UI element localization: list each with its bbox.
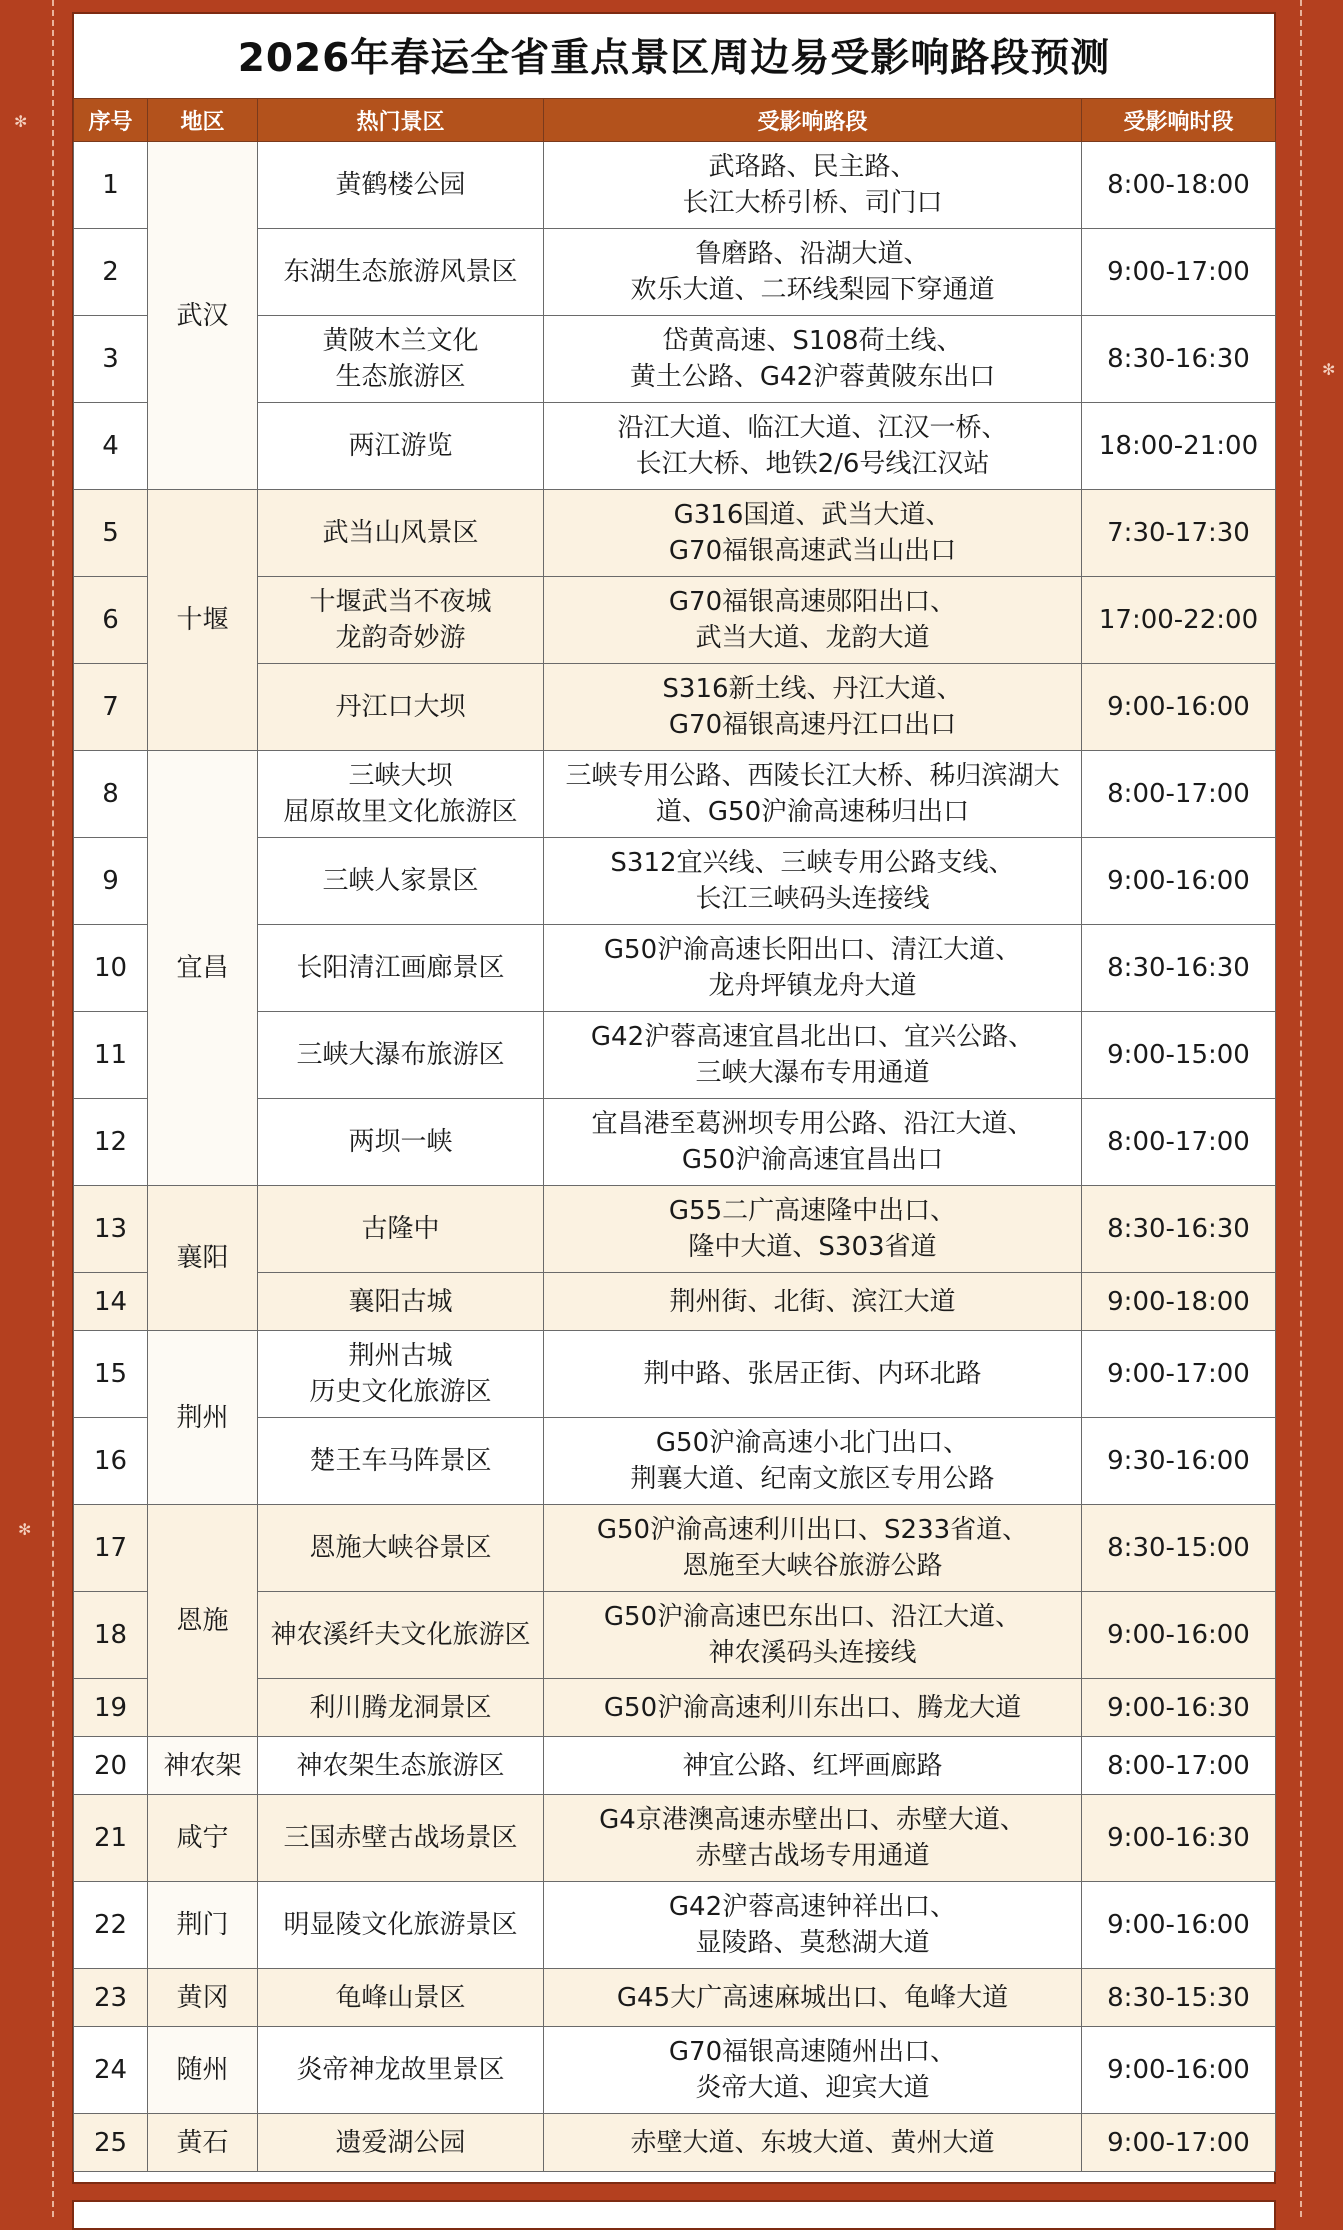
affected-time-cell: 8:30-16:30 (1082, 1186, 1276, 1273)
scenic-spot-cell-line: 屈原故里文化旅游区 (283, 797, 518, 827)
region-cell: 荆门 (148, 1882, 258, 1969)
scenic-spot-cell-line: 历史文化旅游区 (309, 1377, 492, 1407)
row-number-cell: 7 (74, 664, 148, 751)
scenic-spot-cell-line: 生态旅游区 (335, 362, 466, 392)
affected-roads-cell-line: 长江大桥、地铁2/6号线江汉站 (635, 449, 990, 479)
affected-roads-cell-line: 三峡大瀑布专用通道 (695, 1058, 930, 1088)
affected-roads-cell-line: 沿江大道、临江大道、江汉一桥、 (617, 413, 1008, 443)
deco-pattern-icon: ✻ (1322, 360, 1336, 379)
scenic-spot-cell-line: 黄陂木兰文化 (322, 326, 479, 356)
scenic-spot-cell-line: 古隆中 (361, 1214, 440, 1244)
scenic-spot-cell (258, 751, 544, 838)
affected-roads-cell (544, 2027, 1082, 2114)
row-number-cell: 25 (74, 2114, 148, 2172)
region-cell: 宜昌 (148, 751, 258, 1186)
affected-roads-cell-line: G42沪蓉高速钟祥出口、 (668, 1892, 957, 1922)
region-cell: 十堰 (148, 490, 258, 751)
affected-roads-cell (544, 1186, 1082, 1273)
scenic-spot-cell-line: 炎帝神龙故里景区 (296, 2055, 505, 2085)
affected-time-cell: 8:30-16:30 (1082, 316, 1276, 403)
affected-time-cell: 9:00-16:00 (1082, 838, 1276, 925)
affected-time-cell: 9:00-16:30 (1082, 1679, 1276, 1737)
row-number-cell: 12 (74, 1099, 148, 1186)
affected-time-cell: 7:30-17:30 (1082, 490, 1276, 577)
row-number-cell: 22 (74, 1882, 148, 1969)
affected-roads-cell-line: G316国道、武当大道、 (673, 500, 952, 530)
affected-roads-cell-line: G50沪渝高速宜昌出口 (681, 1145, 944, 1175)
affected-roads-cell-line: 荆中路、张居正街、内环北路 (643, 1359, 982, 1389)
table-row (74, 1882, 1276, 1969)
affected-roads-cell (544, 1273, 1082, 1331)
affected-roads-cell (544, 1969, 1082, 2027)
affected-roads-cell-line: 武当大道、龙韵大道 (695, 623, 930, 653)
row-number-cell: 23 (74, 1969, 148, 2027)
row-number-cell: 6 (74, 577, 148, 664)
scenic-spot-cell-line: 三峡大坝 (348, 761, 453, 791)
affected-time-cell: 9:00-15:00 (1082, 1012, 1276, 1099)
scenic-spot-cell-line: 两坝一峡 (348, 1127, 453, 1157)
scenic-spot-cell (258, 229, 544, 316)
affected-time-cell: 8:30-15:30 (1082, 1969, 1276, 2027)
scenic-spot-cell (258, 316, 544, 403)
affected-roads-cell-line: 荆州街、北街、滨江大道 (669, 1286, 956, 1317)
row-number-cell: 8 (74, 751, 148, 838)
affected-roads-cell-line: G70福银高速武当山出口 (668, 536, 957, 566)
row-number-cell: 5 (74, 490, 148, 577)
left-dashed-border (52, 0, 54, 2217)
affected-roads-cell-line: 长江大桥引桥、司门口 (682, 188, 943, 218)
affected-roads-cell (544, 316, 1082, 403)
scenic-spot-cell (258, 1099, 544, 1186)
region-cell: 荆州 (148, 1331, 258, 1505)
scenic-spot-cell (258, 1737, 544, 1795)
scenic-spot-cell (258, 1331, 544, 1418)
affected-roads-cell-line: G70福银高速郧阳出口、 (668, 587, 957, 617)
scenic-spot-cell (258, 2114, 544, 2172)
affected-time-cell: 18:00-21:00 (1082, 403, 1276, 490)
affected-roads-cell-line: 道、G50沪渝高速秭归出口 (655, 797, 970, 827)
affected-roads-cell-line: G50沪渝高速巴东出口、沿江大道、 (603, 1602, 1022, 1632)
row-number-cell: 17 (74, 1505, 148, 1592)
road-forecast-table (73, 98, 1276, 2172)
row-number-cell: 1 (74, 142, 148, 229)
scenic-spot-cell (258, 1273, 544, 1331)
scenic-spot-cell (258, 1012, 544, 1099)
deco-pattern-icon: ✻ (14, 112, 28, 131)
row-number-cell: 13 (74, 1186, 148, 1273)
table-row (74, 1186, 1276, 1273)
region-cell: 随州 (148, 2027, 258, 2114)
region-cell: 恩施 (148, 1505, 258, 1737)
affected-time-cell: 9:00-17:00 (1082, 2114, 1276, 2172)
header-cell: 热门景区 (258, 99, 544, 142)
row-number-cell: 14 (74, 1273, 148, 1331)
affected-roads-cell-line: 三峡专用公路、西陵长江大桥、秭归滨湖大 (565, 761, 1060, 791)
affected-roads-cell-line: 龙舟坪镇龙舟大道 (708, 971, 917, 1001)
affected-roads-cell-line: G55二广高速隆中出口、 (668, 1196, 957, 1226)
affected-time-cell: 9:00-18:00 (1082, 1273, 1276, 1331)
header-cell: 受影响时段 (1082, 99, 1276, 142)
affected-roads-cell (544, 925, 1082, 1012)
row-number-cell: 18 (74, 1592, 148, 1679)
affected-roads-cell-line: G70福银高速丹江口出口 (668, 710, 957, 740)
affected-roads-cell-line: S312宜兴线、三峡专用公路支线、 (610, 848, 1015, 878)
affected-roads-cell-line: 神宜公路、红坪画廊路 (682, 1750, 943, 1781)
affected-roads-cell-line: G4京港澳高速赤壁出口、赤壁大道、 (599, 1805, 1026, 1835)
right-dashed-border (1300, 0, 1302, 2217)
header-cell: 序号 (74, 99, 148, 142)
scenic-spot-cell-line: 东湖生态旅游风景区 (283, 257, 518, 287)
affected-roads-cell (544, 1418, 1082, 1505)
header-cell: 受影响路段 (544, 99, 1082, 142)
scenic-spot-cell (258, 403, 544, 490)
row-number-cell: 21 (74, 1795, 148, 1882)
scenic-spot-cell-line: 武当山风景区 (322, 518, 479, 548)
affected-roads-cell (544, 1679, 1082, 1737)
affected-roads-cell (544, 229, 1082, 316)
row-number-cell: 24 (74, 2027, 148, 2114)
affected-roads-cell (544, 1795, 1082, 1882)
scenic-spot-cell-line: 恩施大峡谷景区 (309, 1533, 492, 1563)
table-row (74, 1505, 1276, 1592)
table-row (74, 142, 1276, 229)
affected-roads-cell-line: G50沪渝高速利川出口、S233省道、 (596, 1515, 1029, 1545)
affected-roads-cell-line: 隆中大道、S303省道 (688, 1232, 937, 1262)
row-number-cell: 15 (74, 1331, 148, 1418)
affected-roads-cell-line: G70福银高速随州出口、 (668, 2037, 957, 2067)
affected-roads-cell-line: 欢乐大道、二环线梨园下穿通道 (630, 275, 995, 305)
scenic-spot-cell-line: 两江游览 (348, 431, 453, 461)
row-number-cell: 16 (74, 1418, 148, 1505)
table-row (74, 1795, 1276, 1882)
row-number-cell: 9 (74, 838, 148, 925)
affected-roads-cell-line: 炎帝大道、迎宾大道 (695, 2073, 930, 2103)
scenic-spot-cell-line: 荆州古城 (348, 1341, 453, 1371)
affected-roads-cell-line: 黄土公路、G42沪蓉黄陂东出口 (629, 362, 996, 392)
affected-time-cell: 9:30-16:00 (1082, 1418, 1276, 1505)
affected-roads-cell-line: 显陵路、莫愁湖大道 (695, 1928, 930, 1958)
affected-roads-cell-line: S316新土线、丹江大道、 (662, 674, 963, 704)
affected-roads-cell-line: G42沪蓉高速宜昌北出口、宜兴公路、 (590, 1022, 1035, 1052)
scenic-spot-cell-line: 神农溪纤夫文化旅游区 (270, 1620, 531, 1650)
scenic-spot-cell (258, 1969, 544, 2027)
affected-roads-cell (544, 1012, 1082, 1099)
scenic-spot-cell (258, 142, 544, 229)
scenic-spot-cell-line: 黄鹤楼公园 (335, 170, 466, 200)
header-cell: 地区 (148, 99, 258, 142)
table-header-row (74, 99, 1276, 142)
region-cell: 黄冈 (148, 1969, 258, 2027)
row-number-cell: 4 (74, 403, 148, 490)
row-number-cell: 11 (74, 1012, 148, 1099)
affected-time-cell: 9:00-16:30 (1082, 1795, 1276, 1882)
affected-roads-cell-line: 武珞路、民主路、 (708, 152, 917, 182)
region-cell: 咸宁 (148, 1795, 258, 1882)
affected-time-cell: 9:00-17:00 (1082, 1331, 1276, 1418)
scenic-spot-cell-line: 利川腾龙洞景区 (309, 1692, 492, 1723)
affected-time-cell: 9:00-16:00 (1082, 1882, 1276, 1969)
affected-roads-cell-line: 宜昌港至葛洲坝专用公路、沿江大道、 (591, 1109, 1034, 1139)
affected-time-cell: 17:00-22:00 (1082, 577, 1276, 664)
affected-roads-cell-line: G45大广高速麻城出口、龟峰大道 (616, 1982, 1009, 2013)
affected-roads-cell (544, 838, 1082, 925)
scenic-spot-cell-line: 龙韵奇妙游 (335, 623, 466, 653)
next-section-box (72, 2200, 1276, 2230)
affected-roads-cell-line: G50沪渝高速小北门出口、 (655, 1428, 970, 1458)
row-number-cell: 19 (74, 1679, 148, 1737)
affected-roads-cell (544, 403, 1082, 490)
table-row (74, 1331, 1276, 1418)
affected-roads-cell (544, 577, 1082, 664)
table-row (74, 2027, 1276, 2114)
scenic-spot-cell (258, 2027, 544, 2114)
region-cell: 武汉 (148, 142, 258, 490)
affected-roads-cell-line: 赤壁大道、东坡大道、黄州大道 (630, 2127, 995, 2158)
affected-roads-cell-line: G50沪渝高速长阳出口、清江大道、 (603, 935, 1022, 965)
region-cell: 襄阳 (148, 1186, 258, 1331)
scenic-spot-cell-line: 十堰武当不夜城 (309, 587, 492, 617)
affected-roads-cell (544, 2114, 1082, 2172)
scenic-spot-cell-line: 襄阳古城 (348, 1286, 453, 1317)
scenic-spot-cell (258, 1186, 544, 1273)
table-row (74, 490, 1276, 577)
affected-time-cell: 9:00-17:00 (1082, 229, 1276, 316)
scenic-spot-cell-line: 遗爱湖公园 (335, 2127, 466, 2158)
table-row (74, 1737, 1276, 1795)
affected-time-cell: 8:00-17:00 (1082, 1099, 1276, 1186)
affected-time-cell: 9:00-16:00 (1082, 1592, 1276, 1679)
affected-roads-cell (544, 664, 1082, 751)
affected-roads-cell-line: 赤壁古战场专用通道 (695, 1841, 930, 1871)
deco-pattern-icon: ✻ (18, 1520, 32, 1539)
scenic-spot-cell (258, 577, 544, 664)
scenic-spot-cell (258, 1505, 544, 1592)
scenic-spot-cell-line: 神农架生态旅游区 (296, 1750, 505, 1781)
affected-roads-cell-line: 鲁磨路、沿湖大道、 (695, 239, 930, 269)
affected-roads-cell-line: 荆襄大道、纪南文旅区专用公路 (630, 1464, 995, 1494)
affected-time-cell: 9:00-16:00 (1082, 664, 1276, 751)
scenic-spot-cell-line: 三峡大瀑布旅游区 (296, 1040, 505, 1070)
scenic-spot-cell (258, 1418, 544, 1505)
region-cell: 黄石 (148, 2114, 258, 2172)
scenic-spot-cell (258, 838, 544, 925)
affected-roads-cell-line: 神农溪码头连接线 (708, 1638, 917, 1668)
affected-roads-cell (544, 1331, 1082, 1418)
affected-roads-cell-line: 岱黄高速、S108荷土线、 (662, 326, 963, 356)
scenic-spot-cell (258, 1592, 544, 1679)
scenic-spot-cell (258, 1679, 544, 1737)
affected-roads-cell-line: G50沪渝高速利川东出口、腾龙大道 (603, 1692, 1022, 1723)
scenic-spot-cell (258, 1882, 544, 1969)
affected-time-cell: 8:30-16:30 (1082, 925, 1276, 1012)
table-row (74, 2114, 1276, 2172)
row-number-cell: 2 (74, 229, 148, 316)
affected-time-cell: 8:00-17:00 (1082, 1737, 1276, 1795)
table-row (74, 751, 1276, 838)
affected-roads-cell-line: 恩施至大峡谷旅游公路 (682, 1551, 943, 1581)
affected-roads-cell (544, 142, 1082, 229)
scenic-spot-cell (258, 490, 544, 577)
scenic-spot-cell (258, 1795, 544, 1882)
affected-time-cell: 8:00-17:00 (1082, 751, 1276, 838)
affected-time-cell: 9:00-16:00 (1082, 2027, 1276, 2114)
scenic-spot-cell-line: 丹江口大坝 (335, 692, 466, 722)
affected-roads-cell-line: 长江三峡码头连接线 (695, 884, 930, 914)
affected-roads-cell (544, 1882, 1082, 1969)
table-row (74, 1969, 1276, 2027)
affected-roads-cell (544, 1099, 1082, 1186)
affected-time-cell: 8:00-18:00 (1082, 142, 1276, 229)
region-cell: 神农架 (148, 1737, 258, 1795)
scenic-spot-cell-line: 龟峰山景区 (335, 1982, 466, 2013)
scenic-spot-cell (258, 925, 544, 1012)
page-title: 2026年春运全省重点景区周边易受影响路段预测 (237, 36, 1111, 81)
scenic-spot-cell-line: 三峡人家景区 (322, 866, 479, 896)
affected-roads-cell (544, 751, 1082, 838)
affected-roads-cell (544, 1505, 1082, 1592)
scenic-spot-cell-line: 长阳清江画廊景区 (296, 953, 505, 983)
affected-roads-cell (544, 1592, 1082, 1679)
row-number-cell: 10 (74, 925, 148, 1012)
affected-roads-cell (544, 490, 1082, 577)
affected-roads-cell (544, 1737, 1082, 1795)
row-number-cell: 20 (74, 1737, 148, 1795)
scenic-spot-cell-line: 三国赤壁古战场景区 (283, 1823, 518, 1853)
scenic-spot-cell (258, 664, 544, 751)
affected-time-cell: 8:30-15:00 (1082, 1505, 1276, 1592)
scenic-spot-cell-line: 明显陵文化旅游景区 (283, 1910, 518, 1940)
scenic-spot-cell-line: 楚王车马阵景区 (309, 1446, 492, 1476)
row-number-cell: 3 (74, 316, 148, 403)
